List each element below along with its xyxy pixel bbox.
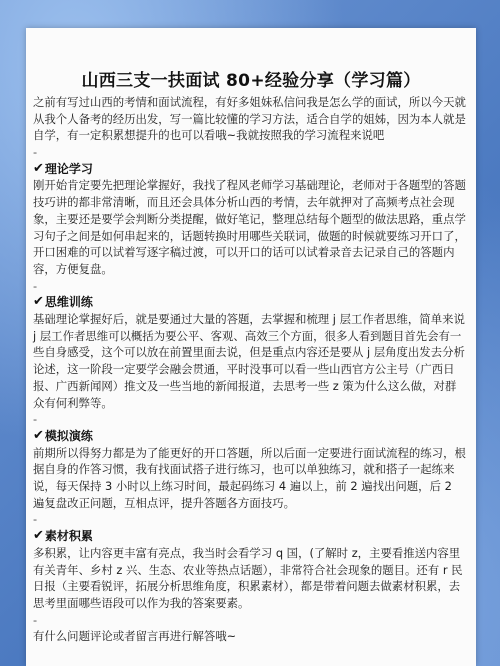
section-heading-mock — [33, 428, 466, 445]
page-title: 山西三支一扶面试 80+经验分享（学习篇） — [81, 71, 421, 91]
section-body-materials: 多积累，让内容更丰富有亮点，我当时会看学习 q 国，(了解时 z，主要看推送内容里有关青年、乡村 z 兴、生态、农业等热点话题），非常符合社会现象的题目。还有 r 民日报（主要看锐评，拓展分析思维角度，积累素材），都是带着问题去做素材积累，去思考里面哪些语段可以作为我的答案要素。 — [33, 545, 463, 610]
section-heading-theory — [33, 161, 466, 178]
section-heading-label: 思维训练 — [44, 295, 93, 310]
section-body-thinking: 基础理论掌握好后，就是要通过大量的答题，去掌握和梳理 j 层工作者思维，简单来说 j 层工作者思维可以概括为要公平、客观、高效三个方面，很多人看到题目首先会有一些自身感受，这个可以放在前置里面去说，但是重点内容还是要从 j 层角度出发去分析论述，这一阶段一定要学会融会贯通，平时没事可以看一些山西官方公主号（广西日报、广西新闻网）推文及一些当地的新闻报道，去思考一些 z 策为什么这么做，对群众有何利弊等。 — [33, 312, 465, 410]
section-heading-label: 模拟演练 — [44, 428, 93, 443]
check-icon: ✔ — [33, 528, 44, 544]
separator: - — [33, 412, 38, 427]
section-body-theory: 刚开始肯定要先把理论掌握好，我找了程风老师学习基础理论，老师对于各题型的答题技巧讲的都非常清晰，而且还会具体分析山西的考情，去年就押对了高频考点社会现象，主要还是要学会判断分类提醒，做好笔记，整理总结每个题型的做法思路，重点学习句子之间是如何串起来的，话题转换时用哪些关联词，做题的时候就要练习开口了，开口困难的可以试着写逐字稿过渡，可以开口的话可以试着录音去记录自己的答题内容，方便复盘。 — [33, 178, 466, 276]
section-heading-thinking — [33, 294, 466, 311]
section-body-mock: 前期所以得努力都是为了能更好的开口答题，所以后面一定要进行面试流程的练习，根据自身的作答习惯，我有找面试搭子进行练习，也可以单独练习，就和搭子一起练来说，每天保持 3 小时以上练习时间，最起码练习 4 遍以上，前 2 遍找出问题，后 2 遍复盘改正问题，互相点评，提升答题各方面技巧。 — [33, 445, 466, 510]
separator: - — [33, 612, 38, 627]
note-page — [26, 28, 476, 666]
check-icon: ✔ — [33, 427, 44, 443]
intro-paragraph: 之前有写过山西的考情和面试流程，有好多姐妹私信问我是怎么学的面试，所以今天就从我个人备考的经历出发，写一篇比较懂的学习方法，适合自学的姐姊，因为本人就是自学，有一定积累想提升的也可以看哦~我就按照我的学习流程来说吧 — [33, 95, 466, 143]
check-icon: ✔ — [33, 160, 44, 176]
section-heading-label: 素材积累 — [44, 529, 93, 544]
check-icon: ✔ — [33, 294, 44, 310]
separator: - — [33, 145, 38, 160]
section-heading-materials — [33, 528, 466, 545]
separator: - — [33, 278, 38, 293]
section-heading-label: 理论学习 — [44, 161, 93, 176]
closing-line: 有什么问题评论或者留言再进行解答哦~ — [33, 629, 237, 644]
separator: - — [33, 512, 38, 527]
article-body — [33, 94, 466, 645]
